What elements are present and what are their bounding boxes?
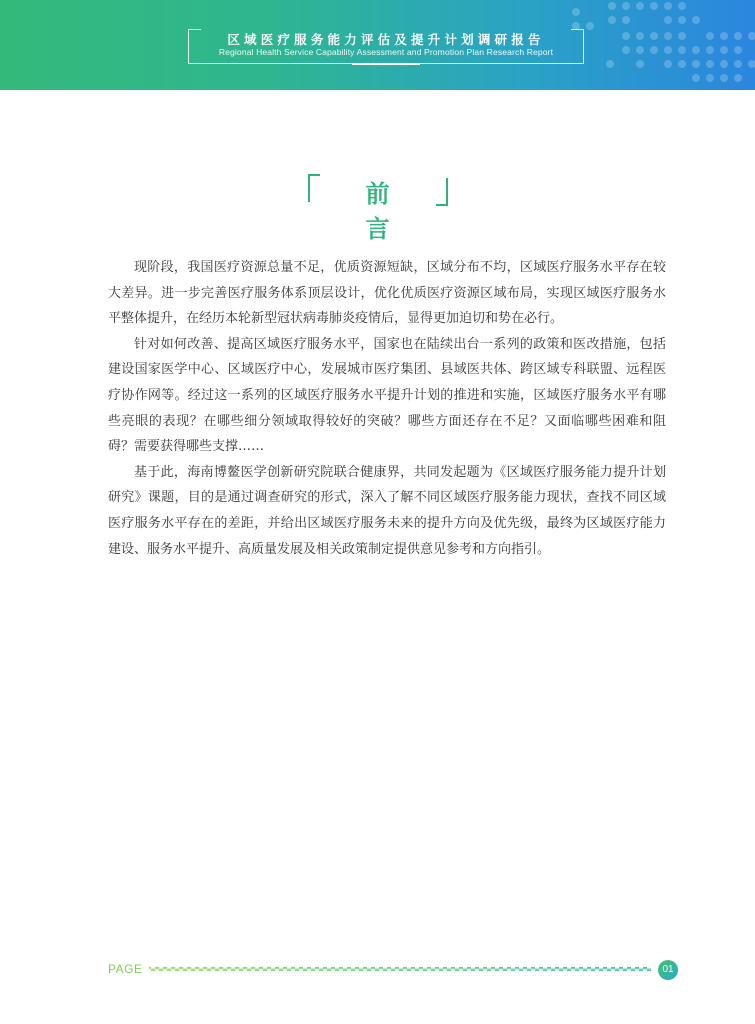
section-title: 前言 [365,180,424,243]
page-label: PAGE [108,962,143,976]
paragraph: 基于此，海南博鳌医学创新研究院联合健康界，共同发起题为《区域医疗服务能力提升计划研究》课题，目的是通过调查研究的形式，深入了解不同区域医疗服务能力现状，查找不同区域医疗服务水平存在的差距，并给出区域医疗服务未来的提升方向及优先级，最终为区域医疗能力建设、服务水平提升、高质量发展及相关政策制定提供意见参考和方向指引。 [108,464,666,557]
page-number-badge: 01 [658,960,678,980]
title-underline [352,63,420,65]
corner-bracket-right-icon [436,178,448,206]
report-subtitle: Regional Health Service Capability Assessment and Promotion Plan Research Report [218,47,554,57]
footer-wave-divider [149,964,651,974]
report-title: 区域医疗服务能力评估及提升计划调研报告 [227,32,545,47]
paragraph: 针对如何改善、提高区域医疗服务水平，国家也在陆续出台一系列的政策和医改措施，包括建设国家医学中心、区域医疗中心，发展城市医疗集团、县域医共体、跨区域专科联盟、远程医疗协作网等。经过这一系列的区域医疗服务水平提升计划的推进和实施，区域医疗服务水平有哪些亮眼的表现？在哪些细分领域取得较好的突破？哪些方面还存在不足？又面临哪些困难和阻碍？需要获得哪些支撑…… [108,336,666,455]
paragraph: 现阶段，我国医疗资源总量不足，优质资源短缺，区域分布不均，区域医疗服务水平存在较大差异。进一步完善医疗服务体系顶层设计，优化优质医疗资源区域布局，实现区域医疗服务水平整体提升，在经历本轮新型冠状病毒肺炎疫情后，显得更加迫切和势在必行。 [108,260,666,327]
preface-body [108,255,666,562]
header-banner [0,0,755,90]
section-heading [0,168,755,243]
